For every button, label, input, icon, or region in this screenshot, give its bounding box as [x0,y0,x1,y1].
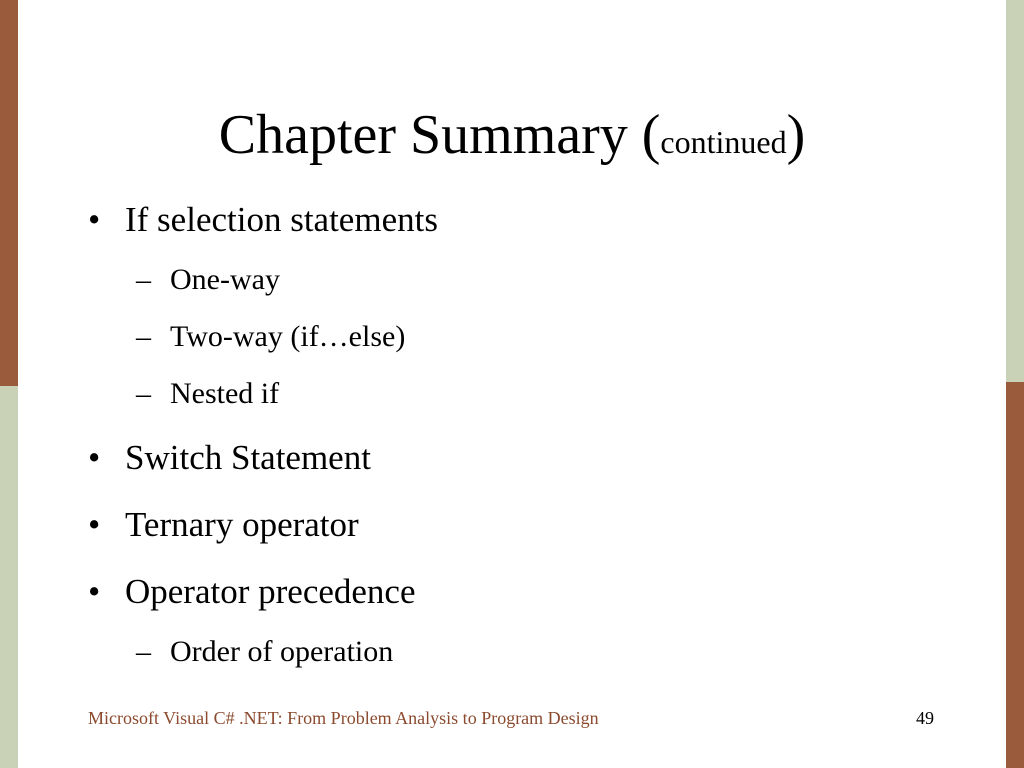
right-accent-bar-top [1006,0,1024,382]
right-accent-bar-bottom [1006,382,1024,768]
sub-bullet-text: Two-way (if…else) [170,320,406,353]
bullet-item [88,572,416,612]
sub-bullet-marker: – [136,320,151,353]
left-accent-bar-top [0,0,18,386]
sub-bullet-marker: – [136,635,151,668]
slide-title [0,100,1024,177]
sub-bullet-item [136,634,393,670]
sub-bullet-item [136,319,405,355]
footer-text: Microsoft Visual C# .NET: From Problem Analysis to Program Design [88,708,599,728]
bullet-item [88,200,438,240]
bullet-text: Operator precedence [125,572,416,611]
bullet-marker: • [88,572,101,611]
sub-bullet-marker: – [136,377,151,410]
slide-title-close: ) [786,104,806,166]
bullet-marker: • [88,438,101,477]
page-number: 49 [916,708,934,728]
bullet-marker: • [88,505,101,544]
slide-title-main: Chapter Summary ( [218,104,661,166]
sub-bullet-item [136,262,280,298]
sub-bullet-text: Nested if [170,377,280,410]
sub-bullet-marker: – [136,263,151,296]
bullet-text: Ternary operator [125,505,359,544]
slide-title-continued: continued [660,124,787,160]
sub-bullet-text: Order of operation [170,635,394,668]
bullet-item [88,505,359,545]
left-accent-bar-bottom [0,386,18,768]
sub-bullet-text: One-way [170,263,280,296]
bullet-item [88,438,371,478]
sub-bullet-item [136,376,279,412]
bullet-text: If selection statements [125,200,438,239]
bullet-text: Switch Statement [125,438,371,477]
bullet-marker: • [88,200,101,239]
